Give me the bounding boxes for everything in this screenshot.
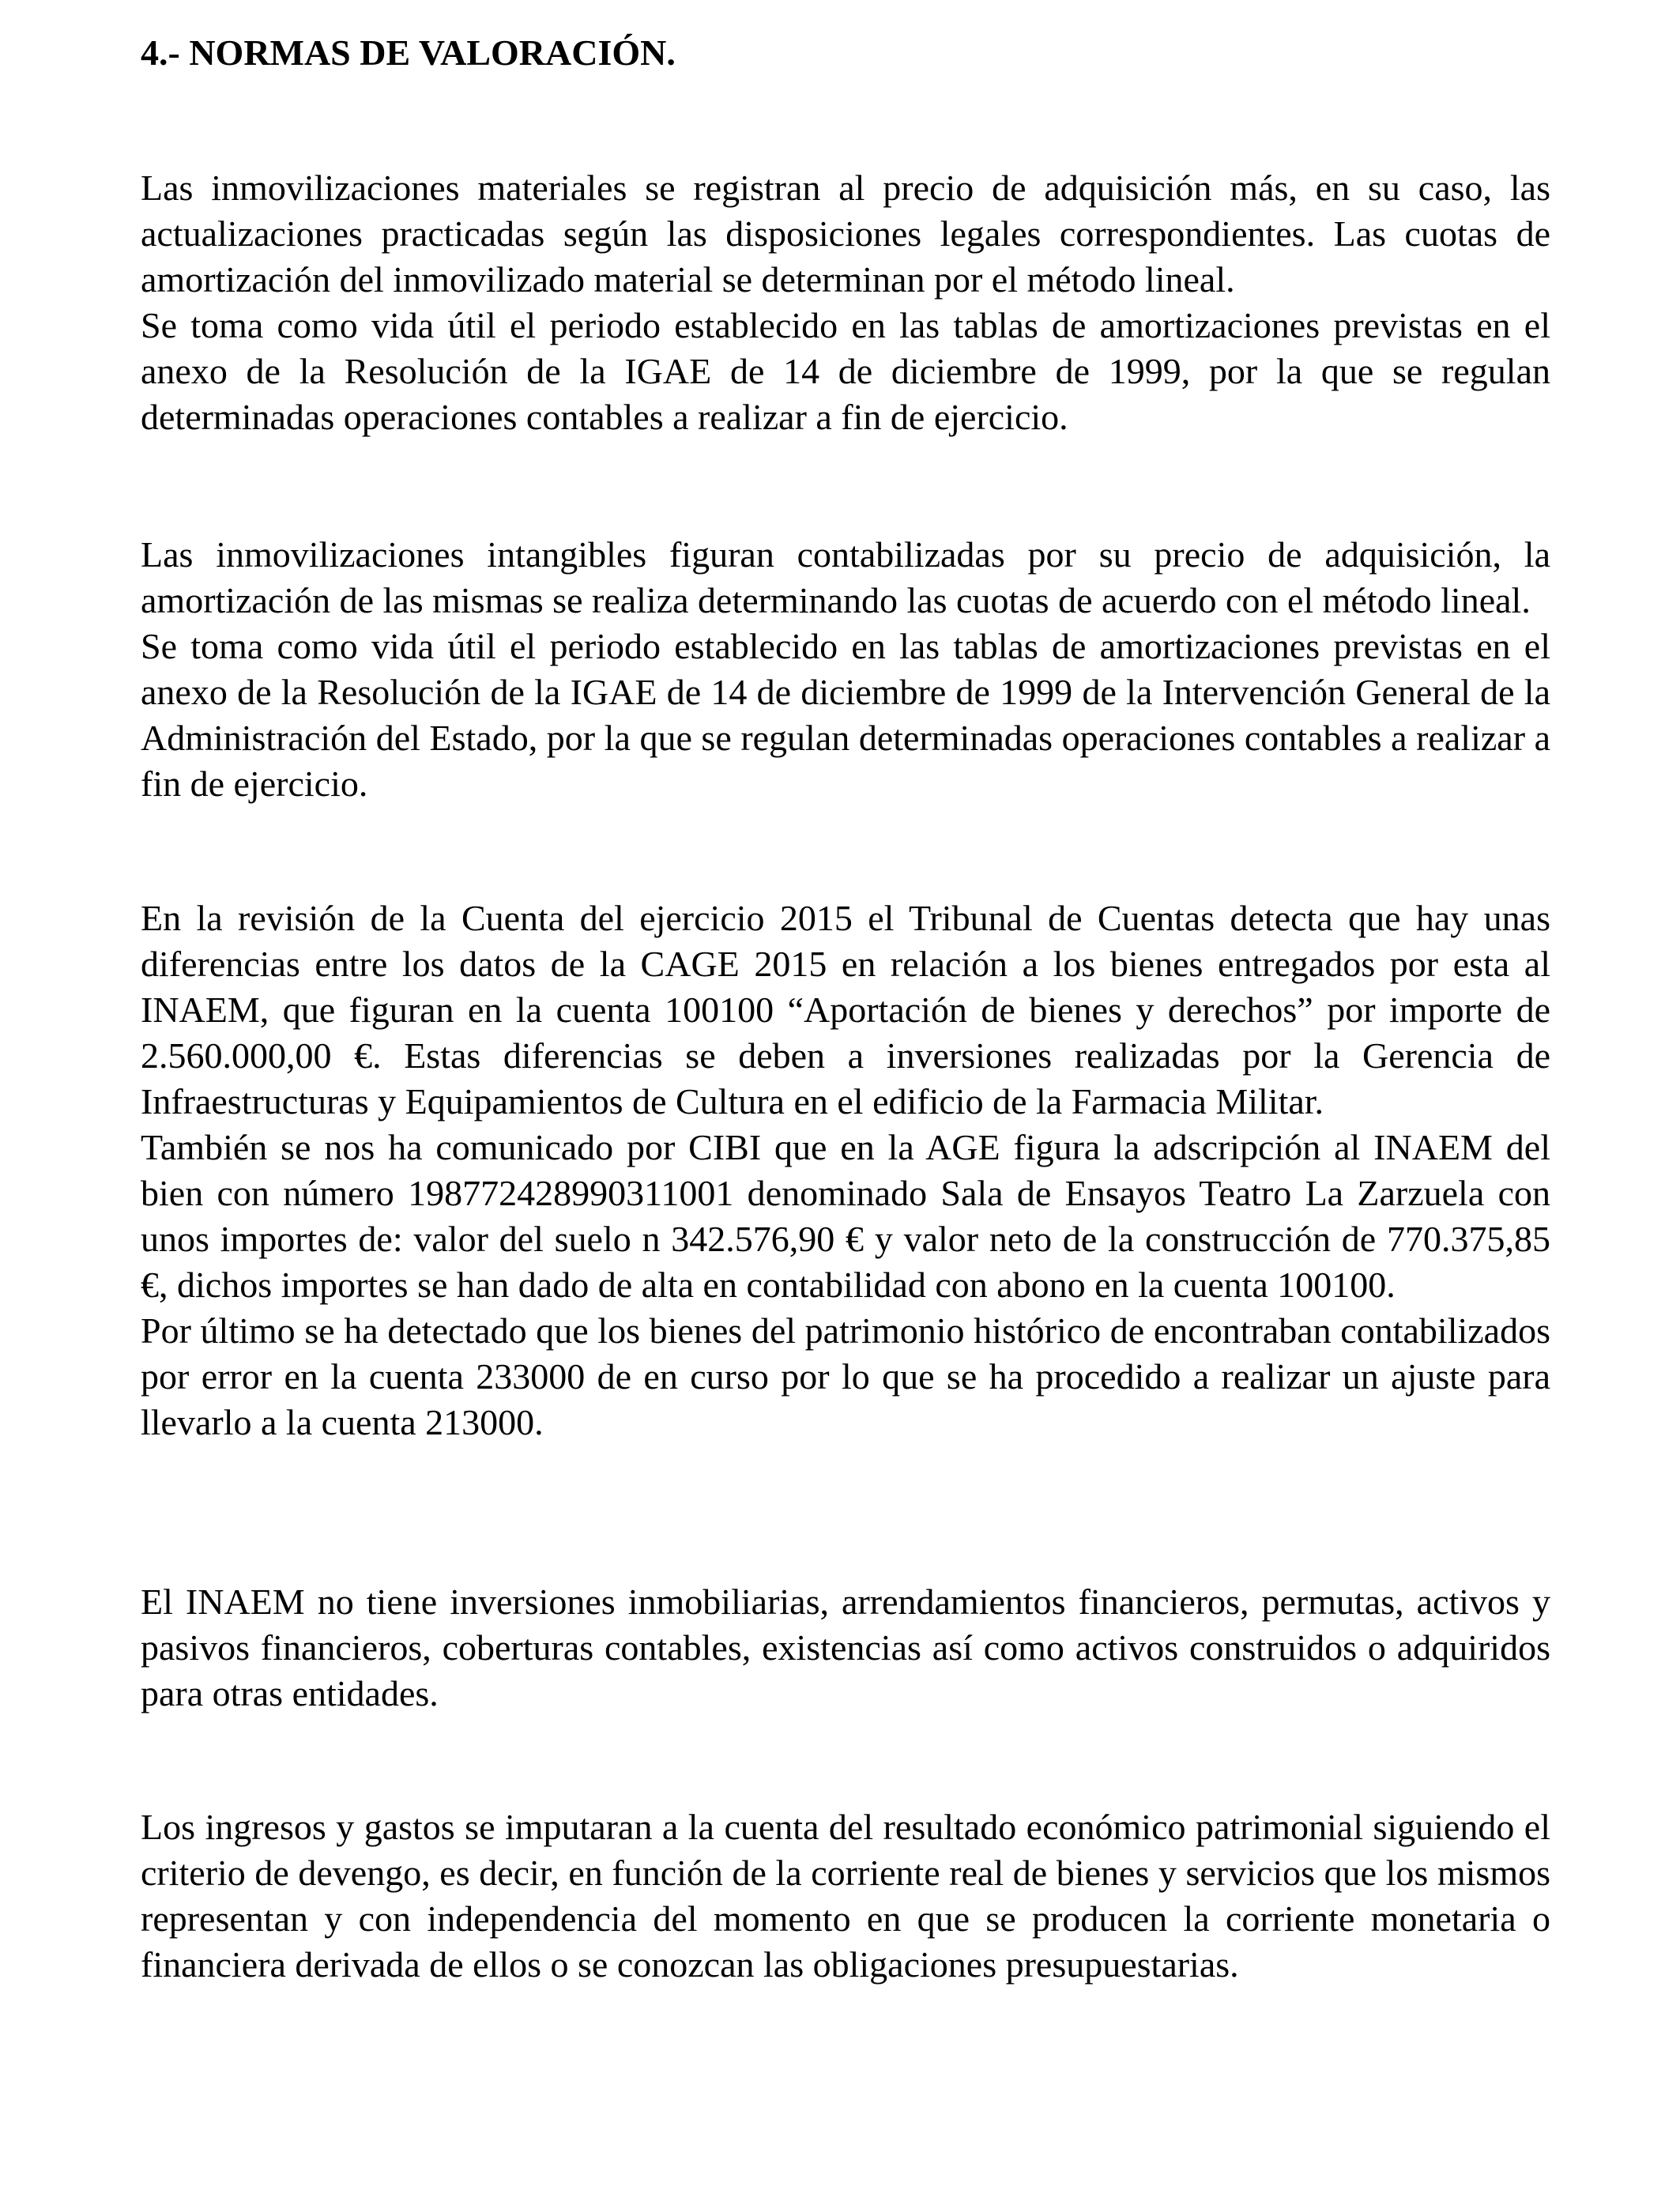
paragraph-tangible-registration: Las inmovilizaciones materiales se registran al precio de adquisición más, en su caso, las actualizaciones practicadas según las disposiciones legales correspondientes. Las cuotas de amortización del inmovilizado material se determinan por el método lineal.: [141, 168, 1550, 300]
section-no-investments: [141, 1579, 1550, 1717]
section-intangible-assets: [141, 532, 1550, 807]
section-account-review: [141, 895, 1550, 1446]
section-heading: 4.- NORMAS DE VALORACIÓN.: [141, 32, 676, 73]
section-tangible-assets: [141, 165, 1550, 440]
paragraph-tribunal-review: En la revisión de la Cuenta del ejercicio 2015 el Tribunal de Cuentas detecta que hay unas diferencias entre los datos de la CAGE 2015 en relación a los bienes entregados por esta al INAEM, que figuran en la cuenta 100100 “Aportación de bienes y derechos” por importe de 2.560.000,00 €. Estas diferencias se deben a inversiones realizadas por la Gerencia de Infraestructuras y Equipamientos de Cultura en el edificio de la Farmacia Militar.: [141, 898, 1550, 1122]
paragraph-cibi-communication: También se nos ha comunicado por CIBI que en la AGE figura la adscripción al INAEM del bien con número 198772428990311001 denominado Sala de Ensayos Teatro La Zarzuela con unos importes de: valor del suelo n 342.576,90 € y valor neto de la construcción de 770.375,85 €, dichos importes se han dado de alta en contabilidad con abono en la cuenta 100100.: [141, 1127, 1550, 1305]
paragraph-no-investments: El INAEM no tiene inversiones inmobiliarias, arrendamientos financieros, permutas, activos y pasivos financieros, coberturas contables, existencias así como activos construidos o adquiridos para otras entidades.: [141, 1581, 1550, 1713]
paragraph-income-expenses: Los ingresos y gastos se imputaran a la cuenta del resultado económico patrimonial siguiendo el criterio de devengo, es decir, en función de la corriente real de bienes y servicios que los mismos representan y con independencia del momento en que se producen la corriente monetaria o financiera derivada de ellos o se conozcan las obligaciones presupuestarias.: [141, 1807, 1550, 1985]
paragraph-intangible-useful-life: Se toma como vida útil el periodo establecido en las tablas de amortizaciones previstas en el anexo de la Resolución de la IGAE de 14 de diciembre de 1999 de la Intervención General de la Administración del Estado, por la que se regulan determinadas operaciones contables a realizar a fin de ejercicio.: [141, 626, 1550, 804]
paragraph-historic-heritage-adjustment: Por último se ha detectado que los bienes del patrimonio histórico de encontraban contabilizados por error en la cuenta 233000 de en curso por lo que se ha procedido a realizar un ajuste para llevarlo a la cuenta 213000.: [141, 1310, 1550, 1442]
paragraph-tangible-useful-life: Se toma como vida útil el periodo establecido en las tablas de amortizaciones previstas en el anexo de la Resolución de la IGAE de 14 de diciembre de 1999, por la que se regulan determinadas operaciones contables a realizar a fin de ejercicio.: [141, 305, 1550, 437]
paragraph-intangible-registration: Las inmovilizaciones intangibles figuran contabilizadas por su precio de adquisición, la amortización de las mismas se realiza determinando las cuotas de acuerdo con el método lineal.: [141, 534, 1550, 620]
section-income-expenses: [141, 1804, 1550, 1988]
